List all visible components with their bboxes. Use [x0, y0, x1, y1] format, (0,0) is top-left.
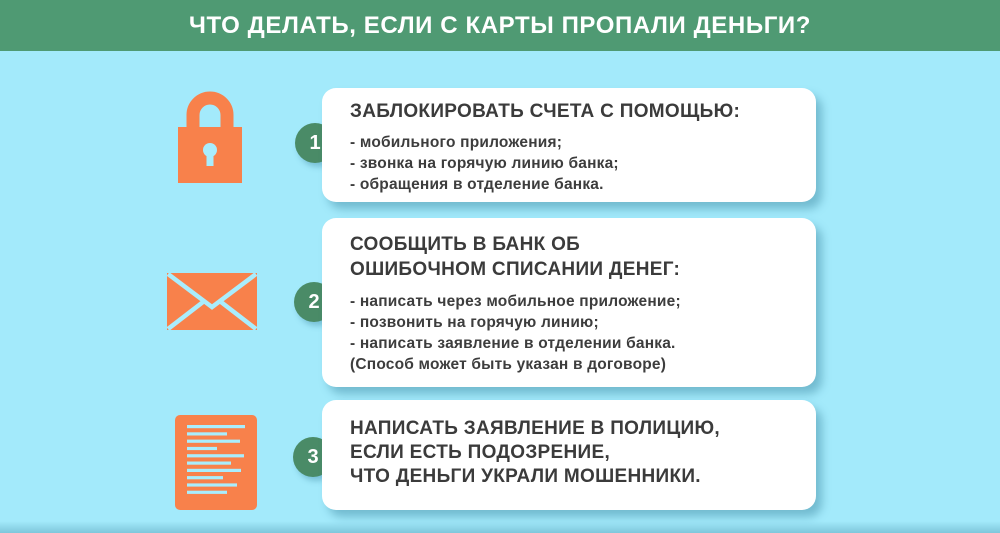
- step-card-police-report: [322, 400, 816, 510]
- step-card-block-accounts: [322, 88, 816, 202]
- card-title-line: ЧТО ДЕНЬГИ УКРАЛИ МОШЕННИКИ.: [350, 466, 701, 487]
- card-title: [350, 101, 796, 123]
- card-title-line: ЗАБЛОКИРОВАТЬ СЧЕТА С ПОМОЩЬЮ:: [350, 101, 741, 122]
- card-title-line: НАПИСАТЬ ЗАЯВЛЕНИЕ В ПОЛИЦИЮ,: [350, 418, 720, 439]
- step-number: 2: [308, 290, 320, 313]
- list-item: - написать заявление в отделении банка.: [350, 335, 676, 352]
- padlock-icon: [178, 90, 242, 188]
- list-item: - написать через мобильное приложение;: [350, 293, 681, 310]
- card-title-line: СООБЩИТЬ В БАНК ОБ: [350, 234, 581, 255]
- step-number: 1: [309, 131, 321, 154]
- list-item: - позвонить на горячую линию;: [350, 314, 599, 331]
- list-item: - обращения в отделение банка.: [350, 176, 604, 193]
- step-card-report-bank: [322, 218, 816, 387]
- list-item: - звонка на горячую линию банка;: [350, 155, 619, 172]
- header-bar: [0, 0, 1000, 51]
- envelope-icon: [167, 273, 257, 335]
- card-title-line: ЕСЛИ ЕСТЬ ПОДОЗРЕНИЕ,: [350, 442, 611, 463]
- card-title-line: ОШИБОЧНОМ СПИСАНИИ ДЕНЕГ:: [350, 259, 681, 280]
- list-item: (Способ может быть указан в договоре): [350, 356, 667, 373]
- card-title: [350, 417, 796, 489]
- page-title: ЧТО ДЕЛАТЬ, ЕСЛИ С КАРТЫ ПРОПАЛИ ДЕНЬГИ?: [188, 11, 812, 39]
- step-number: 3: [307, 445, 319, 468]
- card-title: [350, 232, 796, 282]
- bottom-edge-shade: [0, 521, 1000, 533]
- card-items: [350, 291, 796, 375]
- card-items: [350, 132, 796, 195]
- list-item: - мобильного приложения;: [350, 134, 563, 151]
- document-icon: [175, 415, 257, 515]
